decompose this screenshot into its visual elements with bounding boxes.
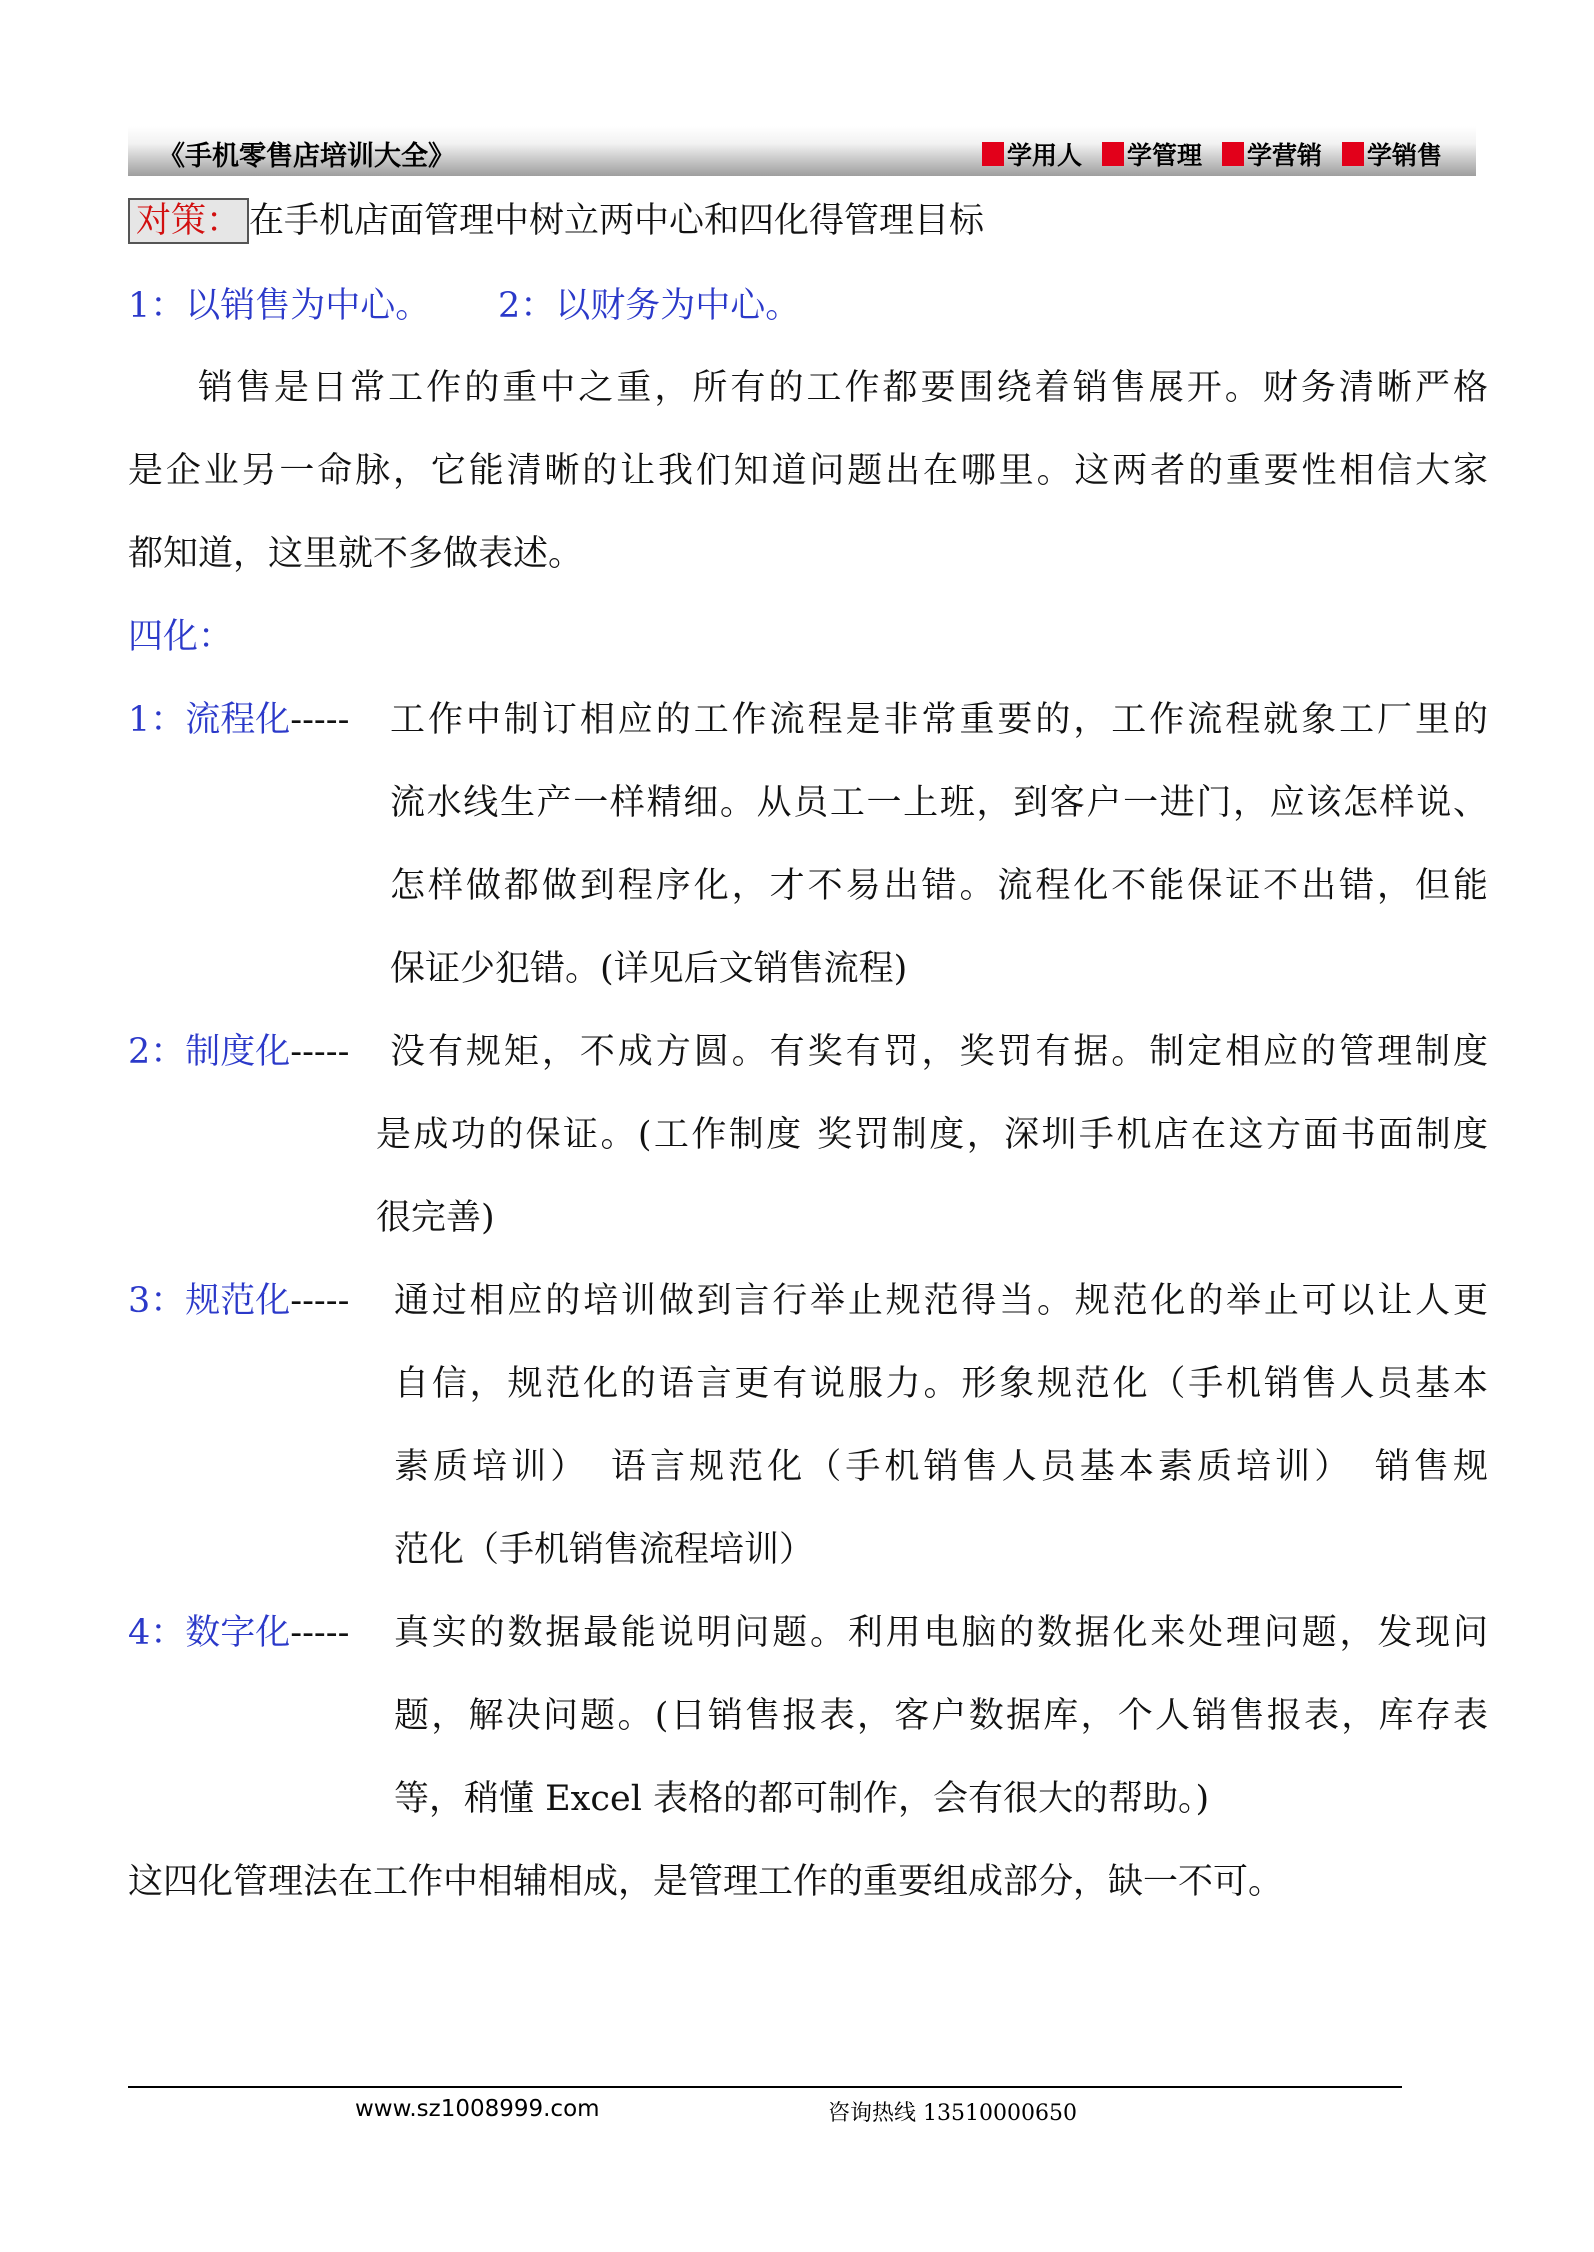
red-square-icon	[1222, 142, 1244, 166]
intro-line: 是企业另一命脉，它能清晰的让我们知道问题出在哪里。这两者的重要性相信大家	[128, 451, 1488, 491]
center-two: 2：以财务为中心。	[498, 286, 801, 326]
header-tags	[962, 136, 1442, 172]
tag-item: 学用人	[982, 136, 1082, 172]
item-line: 保证少犯错。(详见后文销售流程)	[390, 949, 908, 989]
item-dash: -----	[290, 1032, 350, 1072]
item-line: 自信，规范化的语言更有说服力。形象规范化（手机销售人员基本	[394, 1364, 1488, 1404]
strategy-text: 在手机店面管理中树立两中心和四化得管理目标	[249, 201, 985, 241]
item-line: 等，稍懂 Excel 表格的都可制作，会有很大的帮助。)	[394, 1779, 1210, 1819]
item-line: 通过相应的培训做到言行举止规范得当。规范化的举止可以让人更	[394, 1281, 1488, 1321]
red-square-icon	[1342, 142, 1364, 166]
red-square-icon	[1102, 142, 1124, 166]
item-line: 没有规矩，不成方圆。有奖有罚，奖罚有据。制定相应的管理制度	[390, 1032, 1488, 1072]
item-label-row	[128, 698, 349, 742]
four-title: 四化：	[128, 617, 234, 657]
item-line: 范化（手机销售流程培训）	[394, 1530, 815, 1570]
red-square-icon	[982, 142, 1004, 166]
center-one: 1：以销售为中心。	[128, 286, 431, 326]
item-line: 很完善)	[376, 1198, 495, 1238]
conclusion: 这四化管理法在工作中相辅相成，是管理工作的重要组成部分，缺一不可。	[128, 1862, 1284, 1902]
item-label-row	[128, 1030, 349, 1074]
item-line: 怎样做都做到程序化，才不易出错。流程化不能保证不出错，但能	[390, 866, 1488, 906]
item-line: 流水线生产一样精细。从员工一上班，到客户一进门，应该怎样说、	[390, 783, 1488, 823]
item-dash: -----	[290, 700, 350, 740]
item-label-row	[128, 1279, 349, 1323]
footer-hotline: 咨询热线 13510000650	[828, 2101, 1077, 2126]
item-line: 工作中制订相应的工作流程是非常重要的，工作流程就象工厂里的	[390, 700, 1488, 740]
item-line: 题，解决问题。(日销售报表，客户数据库，个人销售报表，库存表	[394, 1696, 1488, 1736]
book-title: 《手机零售店培训大全》	[158, 141, 455, 172]
item-label: 4：数字化	[128, 1613, 291, 1653]
item-line: 素质培训） 语言规范化（手机销售人员基本素质培训） 销售规	[394, 1447, 1488, 1487]
strategy-label: 对策：	[128, 198, 249, 244]
item-label: 2：制度化	[128, 1032, 291, 1072]
item-dash: -----	[290, 1613, 350, 1653]
item-line: 真实的数据最能说明问题。利用电脑的数据化来处理问题，发现问	[394, 1613, 1488, 1653]
tag-item: 学营销	[1222, 136, 1322, 172]
item-label: 1：流程化	[128, 700, 291, 740]
tag-item: 学管理	[1102, 136, 1202, 172]
intro-line: 都知道，这里就不多做表述。	[128, 534, 584, 574]
intro-line: 销售是日常工作的重中之重，所有的工作都要围绕着销售展开。财务清晰严格	[198, 368, 1488, 408]
footer-divider	[128, 2086, 1402, 2088]
item-dash: -----	[290, 1281, 350, 1321]
tag-item: 学销售	[1342, 136, 1442, 172]
footer-url: www.sz1008999.com	[355, 2096, 600, 2122]
item-label-row	[128, 1611, 349, 1655]
strategy-heading	[128, 198, 984, 244]
item-label: 3：规范化	[128, 1281, 291, 1321]
header-bar	[128, 126, 1476, 176]
item-line: 是成功的保证。(工作制度 奖罚制度，深圳手机店在这方面书面制度	[376, 1115, 1488, 1155]
